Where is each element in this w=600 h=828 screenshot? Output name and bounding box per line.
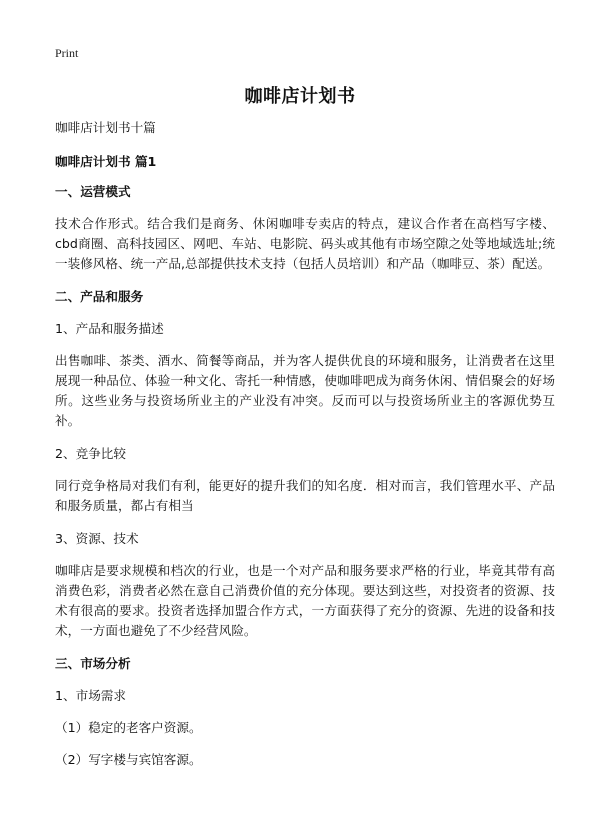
section-heading-products-services: 二、产品和服务: [55, 289, 144, 304]
print-label: Print: [55, 46, 79, 60]
subsection-competition: 2、竞争比较: [55, 446, 126, 461]
section-heading-operation-model: 一、运营模式: [55, 184, 131, 199]
document-body: [55, 118, 555, 782]
subsection-market-demand: 1、市场需求: [55, 688, 126, 703]
list-item-office-hotel-customers: （2）写字楼与宾馆客源。: [55, 752, 202, 767]
paragraph-products-description: 出售咖啡、茶类、酒水、简餐等商品，并为客人提供优良的环境和服务，让消费者在这里展现一种品位、体验一种文化、寄托一种情感，使咖啡吧成为商务休闲、情侣聚会的好场所。这些业务与投资场所业主的产业没有冲突。反而可以与投资场所业主的客源优势互补。: [55, 353, 555, 428]
section-heading-market-analysis: 三、市场分析: [55, 656, 131, 671]
paragraph-competition: 同行竞争格局对我们有利，能更好的提升我们的知名度．相对而言，我们管理水平、产品和服务质量，都占有相当: [55, 478, 555, 513]
document-title: 咖啡店计划书: [244, 86, 356, 107]
paragraph-operation-model: 技术合作形式。结合我们是商务、休闲咖啡专卖店的特点，建议合作者在高档写字楼、cbd商圈、高科技园区、网吧、车站、电影院、码头或其他有市场空隙之处等地域选址;统一装修风格、统一产品,总部提供技术支持（包括人员培训）和产品（咖啡豆、茶）配送。: [55, 216, 555, 271]
chapter-heading: 咖啡店计划书 篇1: [55, 154, 157, 169]
document-subtitle: 咖啡店计划书十篇: [55, 120, 156, 135]
list-item-old-customers: （1）稳定的老客户资源。: [55, 720, 202, 735]
subsection-products-description: 1、产品和服务描述: [55, 321, 164, 336]
subsection-resources-technology: 3、资源、技术: [55, 531, 139, 546]
paragraph-resources-technology: 咖啡店是要求规模和档次的行业，也是一个对产品和服务要求严格的行业，毕竟其带有高消费色彩，消费者必然在意自己消费价值的充分体现。要达到这些，对投资者的资源、技术有很高的要求。投资者选择加盟合作方式，一方面获得了充分的资源、先进的设备和技术，一方面也避免了不少经营风险。: [55, 563, 555, 638]
